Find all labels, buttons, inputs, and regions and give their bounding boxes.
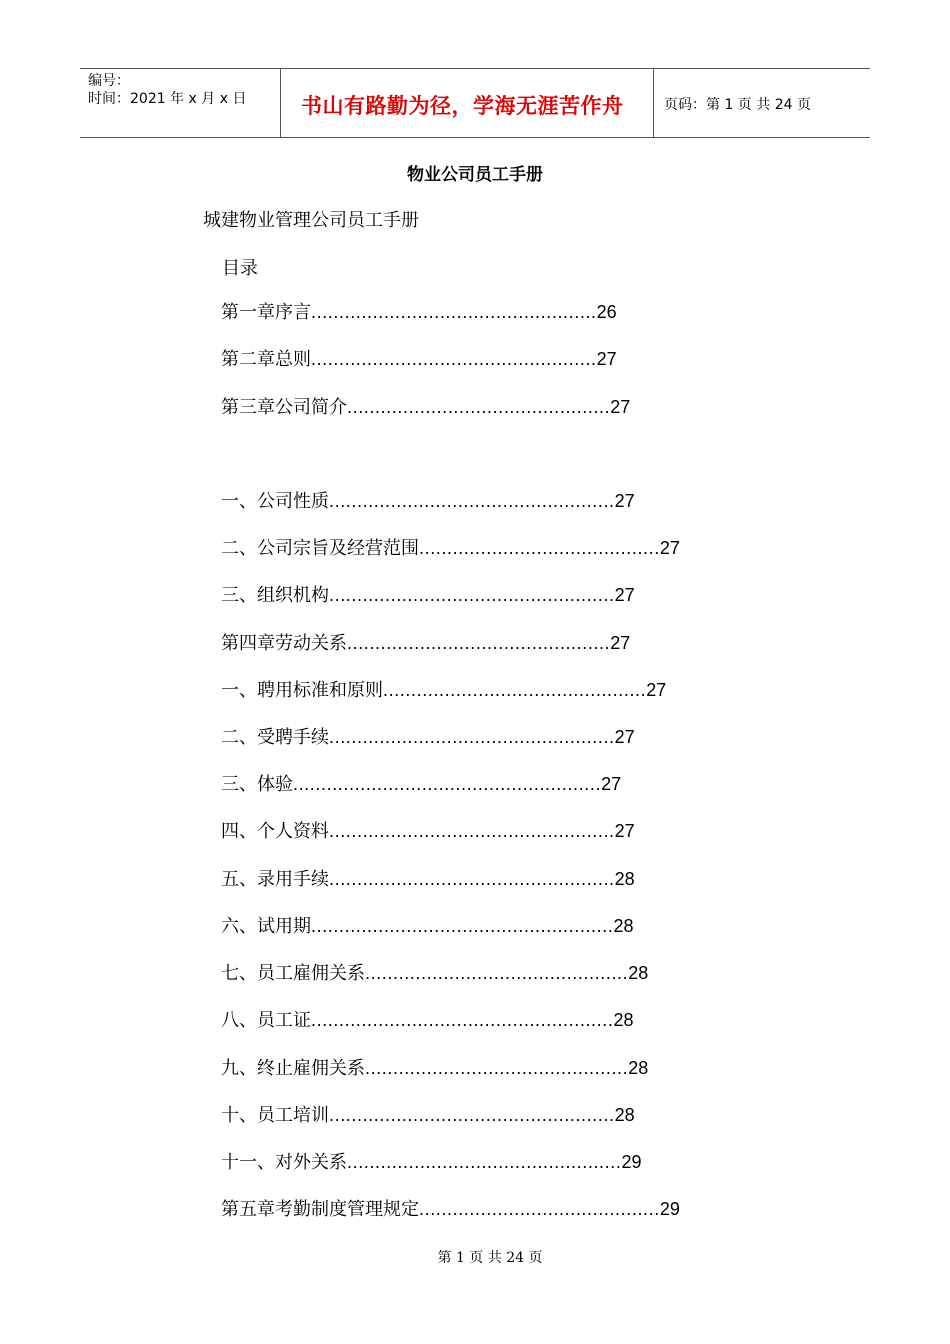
- toc-entry-page: 27: [614, 585, 635, 605]
- toc-entry-label: 第四章劳动关系: [221, 633, 347, 654]
- toc-entry-label: 二、受聘手续: [221, 727, 329, 748]
- header-motto-cell: [281, 69, 654, 137]
- toc-entry: [221, 913, 633, 939]
- toc-entry-label: 一、公司性质: [221, 491, 329, 512]
- toc-entry-page: 29: [659, 1199, 680, 1219]
- toc-entry-label: 五、录用手续: [221, 869, 329, 890]
- toc-entry-label: 二、公司宗旨及经营范围: [221, 538, 419, 559]
- toc-entry: [221, 1149, 641, 1175]
- toc-entry: [221, 1007, 633, 1033]
- toc-entry-page: 28: [614, 1105, 635, 1125]
- toc-entry: [221, 1196, 680, 1222]
- page-header: [80, 68, 870, 138]
- toc-entry: [221, 299, 617, 325]
- toc-entry-label: 三、体验: [221, 774, 293, 795]
- toc-entry-leader: ...............................................: [365, 1058, 629, 1078]
- toc-entry-leader: ...................................................: [329, 821, 615, 841]
- toc-entry-page: 29: [621, 1152, 642, 1172]
- toc-entry-page: 28: [614, 869, 635, 889]
- toc-entry: [221, 771, 621, 797]
- toc-entry-label: 九、终止雇佣关系: [221, 1058, 365, 1079]
- toc-entry-label: 第五章考勤制度管理规定: [221, 1199, 419, 1220]
- toc-entry-page: 27: [659, 538, 680, 558]
- toc-entry: [221, 1102, 635, 1128]
- toc-entry-leader: ...............................................: [347, 633, 611, 653]
- toc-entry-leader: ...............................................: [383, 680, 647, 700]
- toc-entry: [221, 488, 635, 514]
- toc-entry: [221, 535, 680, 561]
- toc-entry: [221, 1055, 648, 1081]
- toc-heading: 目录: [222, 258, 258, 279]
- toc-entry-leader: ...................................................: [329, 491, 615, 511]
- toc-entry-label: 六、试用期: [221, 916, 311, 937]
- toc-entry: [221, 677, 666, 703]
- toc-entry-label: 第三章公司简介: [221, 397, 347, 418]
- toc-entry-page: 28: [613, 916, 634, 936]
- toc-entry-leader: ......................................................: [311, 916, 614, 936]
- toc-entry-label: 十、员工培训: [221, 1105, 329, 1126]
- toc-entry-leader: ...................................................: [311, 349, 597, 369]
- toc-entry-label: 十一、对外关系: [221, 1152, 347, 1173]
- toc-entry-label: 第一章序言: [221, 302, 311, 323]
- toc-entry-label: 一、聘用标准和原则: [221, 680, 383, 701]
- toc-entry: [221, 394, 630, 420]
- toc-entry: [221, 582, 635, 608]
- header-motto: 书山有路勤为径，学海无涯苦作舟: [301, 94, 624, 118]
- toc-entry-page: 27: [614, 727, 635, 747]
- document-time-label: 时间：2021 年 x 月 x 日: [88, 91, 247, 107]
- header-page-info: 页码：第 1 页 共 24 页: [664, 97, 811, 113]
- toc-entry-label: 三、组织机构: [221, 585, 329, 606]
- toc-entry-label: 第二章总则: [221, 349, 311, 370]
- toc-entry-leader: ...................................................: [311, 302, 597, 322]
- page-footer: 第 1 页 共 24 页: [437, 1250, 543, 1266]
- toc-entry-page: 27: [596, 349, 617, 369]
- toc-entry: [221, 866, 635, 892]
- toc-entry-page: 28: [628, 1058, 649, 1078]
- toc-entry-page: 28: [628, 963, 649, 983]
- document-subtitle: 城建物业管理公司员工手册: [203, 210, 419, 231]
- toc-entry-leader: ...................................................: [329, 869, 615, 889]
- toc-entry-leader: ......................................................: [311, 1010, 614, 1030]
- toc-entry-page: 26: [596, 302, 617, 322]
- toc-entry-label: 七、员工雇佣关系: [221, 963, 365, 984]
- toc-entry-leader: ...............................................: [365, 963, 629, 983]
- header-meta-cell: [80, 69, 281, 137]
- toc-entry-page: 27: [614, 821, 635, 841]
- toc-entry: [221, 960, 648, 986]
- toc-entry: [221, 346, 617, 372]
- toc-entry-leader: ...................................................: [329, 727, 615, 747]
- toc-entry-page: 27: [646, 680, 667, 700]
- toc-entry-page: 27: [601, 774, 622, 794]
- header-page-cell: [654, 69, 870, 137]
- toc-entry-leader: ...........................................: [419, 1199, 660, 1219]
- toc-entry-leader: ...............................................: [347, 397, 611, 417]
- document-number-label: 编号：: [88, 73, 130, 89]
- toc-entry-page: 27: [614, 491, 635, 511]
- toc-entry-leader: ...................................................: [329, 1105, 615, 1125]
- toc-entry-label: 八、员工证: [221, 1010, 311, 1031]
- toc-entry-leader: ...................................................: [329, 585, 615, 605]
- toc-entry-leader: .................................................: [347, 1152, 622, 1172]
- toc-entry-leader: .......................................................: [293, 774, 602, 794]
- toc-entry: [221, 724, 635, 750]
- toc-entry: [221, 818, 635, 844]
- document-title: 物业公司员工手册: [407, 165, 543, 185]
- toc-entry-page: 27: [610, 397, 631, 417]
- toc-entry-page: 28: [613, 1010, 634, 1030]
- toc-entry-leader: ...........................................: [419, 538, 660, 558]
- toc-entry-label: 四、个人资料: [221, 821, 329, 842]
- toc-entry: [221, 630, 630, 656]
- toc-entry-page: 27: [610, 633, 631, 653]
